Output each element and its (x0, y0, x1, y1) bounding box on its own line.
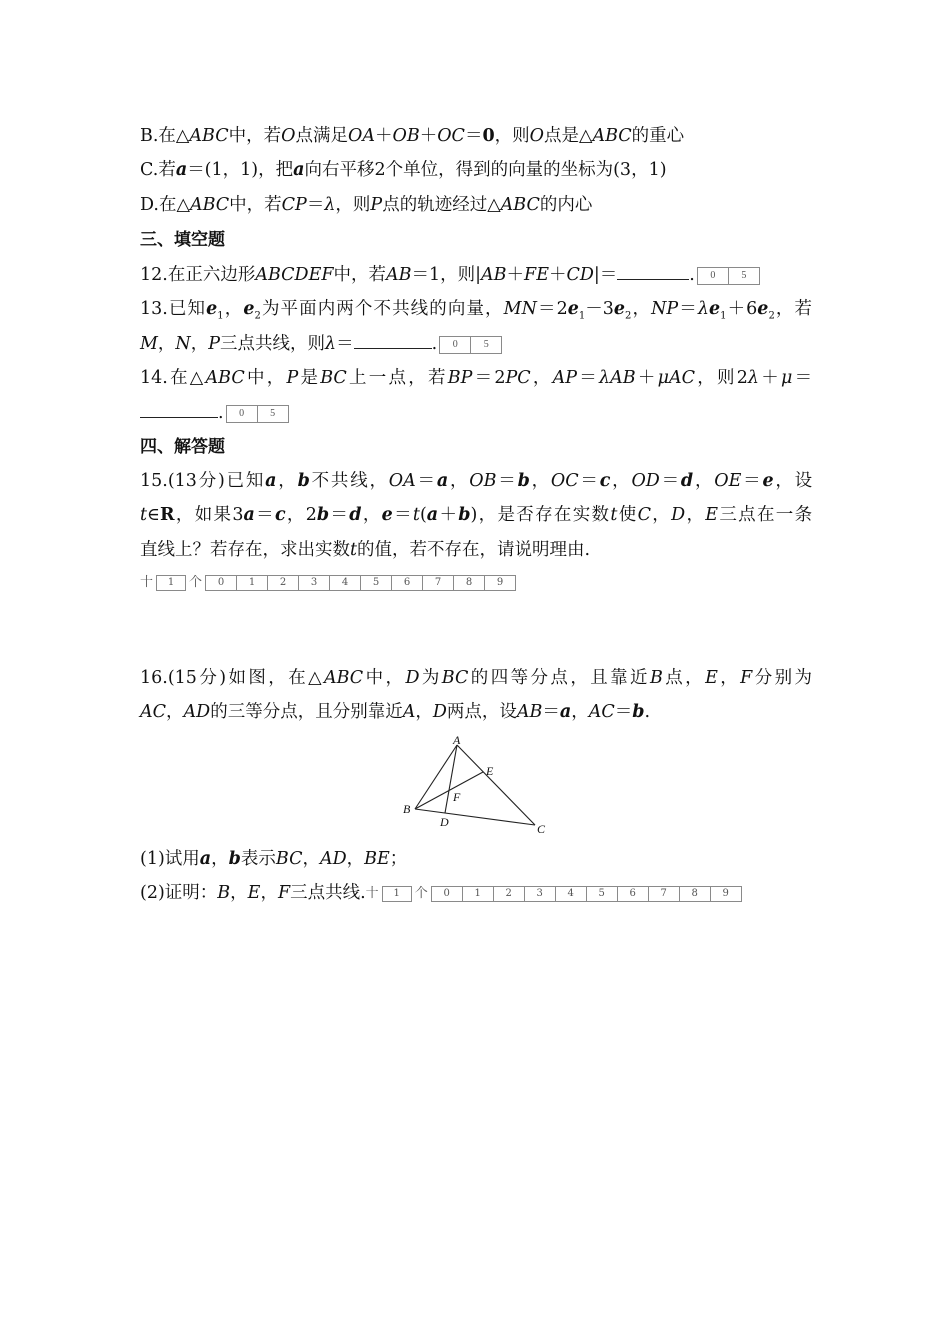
option-c: C.若a＝(1，1)，把a向右平移2个单位，得到的向量的坐标为(3，1) (140, 160, 667, 180)
score-box[interactable]: 0 5 (226, 405, 289, 423)
question-16-line-1: 16.(15分)如图，在△ABC中，D为BC的四等分点，且靠近B点，E，F分别为 (140, 668, 813, 688)
score-box[interactable]: 0 5 (697, 267, 760, 285)
option-d: D.在△ABC中，若CP＝λ，则P点的轨迹经过△ABC的内心 (140, 195, 593, 215)
label-b: B (403, 802, 411, 816)
question-16-line-2: AC，AD的三等分点，且分别靠近A，D两点，设AB＝a，AC＝b. (140, 702, 651, 722)
segment-be (415, 772, 483, 809)
triangle-figure (395, 735, 555, 840)
question-14-line-2: . 0 5 (140, 400, 812, 425)
score-box-large[interactable]: 十 1 个 0 1 2 3 4 5 6 7 8 9 (140, 571, 516, 595)
question-12: 12.在正六边形ABCDEF中，若AB＝1，则|AB＋FE＋CD|＝ . 0 5 (140, 262, 812, 287)
answer-blank[interactable] (617, 262, 689, 280)
section-heading-answer: 四、解答题 (140, 437, 225, 457)
answer-blank[interactable] (140, 400, 218, 418)
label-f: F (453, 790, 461, 804)
side-ab (415, 745, 457, 809)
question-13-line-1: 13.已知$e_1$，$e_2$为平面内两个不共线的向量，$MN=2e_1-3e_2$，$NP=\lambda e_1+6e_2$，若 (140, 299, 812, 322)
side-ac (457, 745, 535, 825)
question-15-line-2: t∈R，如果3a＝c，2b＝d，e＝t(a＋b)，是否存在实数t使C，D，E三点在一条 (140, 505, 813, 525)
question-15-line-1: 15.(13分)已知a，b不共线，OA＝a，OB＝b，OC＝c，OD＝d，OE＝e，设 (140, 471, 813, 491)
option-b: B.在△ABC中，若O点满足OA＋OB＋OC＝0，则O点是△ABC的重心 (140, 126, 685, 146)
label-a: A (453, 735, 461, 747)
label-d: D (440, 815, 449, 829)
label-c: C (537, 822, 546, 836)
label-e: E (486, 764, 494, 778)
score-box[interactable]: 0 5 (439, 336, 502, 354)
question-14-line-1: 14.在△ABC中，P是BC上一点，若BP＝2PC，AP＝λAB＋μAC，则2λ＋μ＝ (140, 368, 813, 388)
side-bc (415, 809, 535, 825)
question-15-score (140, 570, 812, 595)
question-16-part-1: (1)试用a，b表示BC，AD，BE； (140, 849, 408, 869)
question-16-part-2: (2)证明：B，E，F三点共线. 十 1 个 0 1 2 3 4 5 6 7 8 9 (140, 881, 812, 906)
question-13-line-2: M，N，P三点共线，则λ＝ . 0 5 (140, 331, 812, 356)
question-15-line-3: 直线上？若存在，求出实数t的值，若不存在，请说明理由. (140, 540, 591, 560)
score-box-large[interactable]: 十 1 个 0 1 2 3 4 5 6 7 8 9 (366, 882, 742, 906)
section-heading-fill-in: 三、填空题 (140, 230, 225, 250)
answer-blank[interactable] (354, 331, 432, 349)
